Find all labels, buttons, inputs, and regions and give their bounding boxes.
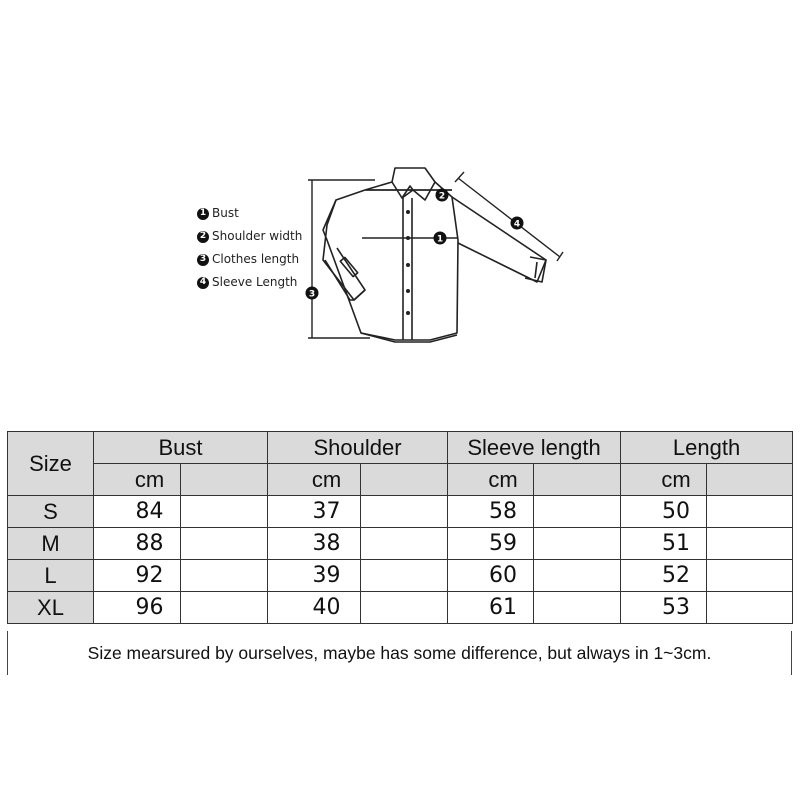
empty-cell	[181, 592, 268, 624]
note-text: Size mearsured by ourselves, maybe has some difference, but always in 1~3cm.	[87, 642, 712, 663]
number-1-icon: 1	[197, 208, 209, 220]
legend-label: Sleeve Length	[212, 275, 298, 289]
size-label: M	[8, 528, 94, 560]
table-row	[8, 592, 793, 624]
marker-shoulder: 2	[438, 191, 446, 202]
table-row	[8, 528, 793, 560]
sleeve-value: 60	[448, 560, 534, 592]
number-2-icon: 2	[197, 231, 209, 243]
column-header-sleeve-length: Sleeve length	[448, 432, 621, 464]
empty-cell	[181, 464, 268, 496]
measurement-note	[7, 631, 792, 675]
legend-label: Bust	[212, 206, 239, 220]
empty-cell	[707, 528, 793, 560]
measurement-legend	[197, 202, 302, 294]
column-header-bust: Bust	[94, 432, 268, 464]
empty-cell	[534, 592, 621, 624]
legend-item-bust	[197, 202, 302, 225]
empty-cell	[361, 528, 448, 560]
length-value: 50	[621, 496, 707, 528]
empty-cell	[534, 528, 621, 560]
unit-row	[8, 464, 793, 496]
bust-value: 96	[94, 592, 181, 624]
unit-length: cm	[621, 464, 707, 496]
empty-cell	[707, 496, 793, 528]
shoulder-value: 37	[268, 496, 361, 528]
shoulder-value: 38	[268, 528, 361, 560]
legend-item-shoulder	[197, 225, 302, 248]
sleeve-value: 58	[448, 496, 534, 528]
bust-value: 92	[94, 560, 181, 592]
size-label: XL	[8, 592, 94, 624]
marker-length: 3	[308, 289, 316, 300]
empty-cell	[181, 528, 268, 560]
empty-cell	[361, 464, 448, 496]
empty-cell	[707, 592, 793, 624]
empty-cell	[534, 464, 621, 496]
legend-item-clothes-length	[197, 248, 302, 271]
empty-cell	[534, 496, 621, 528]
empty-cell	[534, 560, 621, 592]
sleeve-value: 61	[448, 592, 534, 624]
sleeve-value: 59	[448, 528, 534, 560]
unit-shoulder: cm	[268, 464, 361, 496]
unit-sleeve: cm	[448, 464, 534, 496]
unit-bust: cm	[94, 464, 181, 496]
marker-bust: 1	[436, 234, 444, 245]
empty-cell	[181, 560, 268, 592]
size-label: L	[8, 560, 94, 592]
legend-label: Shoulder width	[212, 229, 303, 243]
empty-cell	[361, 496, 448, 528]
length-value: 53	[621, 592, 707, 624]
table-row	[8, 560, 793, 592]
empty-cell	[361, 592, 448, 624]
size-header: Size	[8, 432, 94, 496]
bust-value: 88	[94, 528, 181, 560]
header-row	[8, 432, 793, 464]
legend-item-sleeve-length	[197, 271, 302, 294]
column-header-length: Length	[621, 432, 793, 464]
legend-label: Clothes length	[212, 252, 300, 266]
number-4-icon: 4	[197, 277, 209, 289]
empty-cell	[361, 560, 448, 592]
length-value: 51	[621, 528, 707, 560]
size-chart-table	[7, 431, 793, 624]
empty-cell	[707, 464, 793, 496]
size-label: S	[8, 496, 94, 528]
empty-cell	[181, 496, 268, 528]
number-3-icon: 3	[197, 254, 209, 266]
shoulder-value: 39	[268, 560, 361, 592]
bust-value: 84	[94, 496, 181, 528]
length-value: 52	[621, 560, 707, 592]
empty-cell	[707, 560, 793, 592]
table-row	[8, 496, 793, 528]
column-header-shoulder: Shoulder	[268, 432, 448, 464]
marker-sleeve: 4	[513, 219, 521, 230]
shoulder-value: 40	[268, 592, 361, 624]
